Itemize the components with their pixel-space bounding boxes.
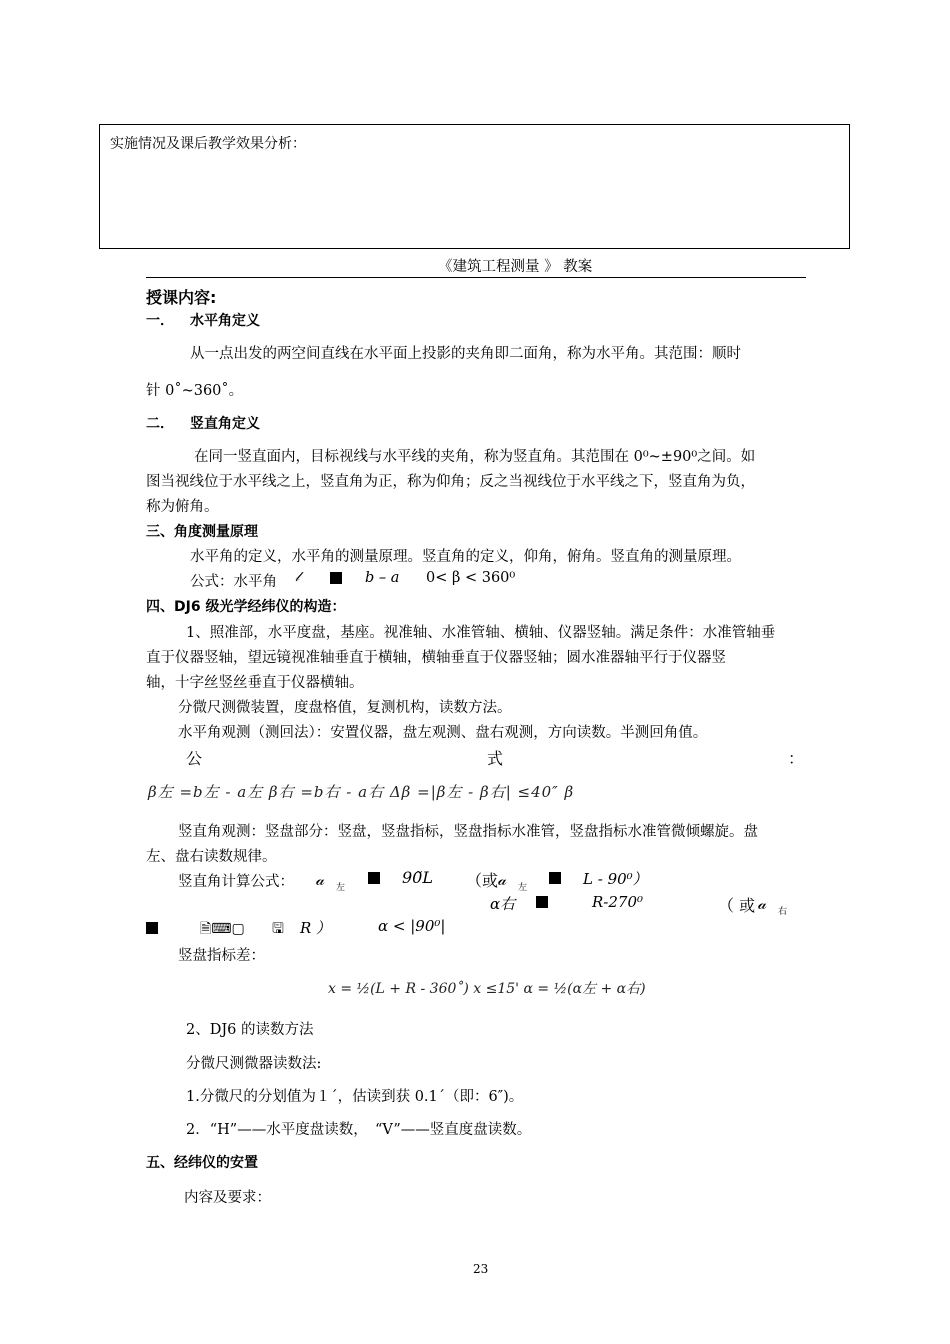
alpha-glyph-2: 𝒶 <box>498 870 507 889</box>
calc2-b: R-270⁰ <box>592 893 644 911</box>
s5-p1: 内容及要求： <box>184 1190 271 1206</box>
box-glyph-4 <box>536 896 548 908</box>
s4-p3: 轴，十字丝竖丝垂直于仪器横轴。 <box>146 675 364 691</box>
doc-title: 《建筑工程测量 》 教案 <box>438 259 593 275</box>
s2-p2: 图当视线位于水平线之上，竖直角为正，称为仰角；反之当视线位于水平线之下，竖直角为负， <box>146 474 755 490</box>
s2-p3: 称为俯角。 <box>146 499 219 515</box>
s1-title: 水平角定义 <box>190 313 260 329</box>
s3-formula-expr: b – a <box>365 570 400 586</box>
observation-formula: β左 =b左 - a左 β右 =b右 - a右 Δβ =|β左 - β右| ≤40″ β <box>148 783 575 801</box>
gs-left: 公 <box>186 749 203 768</box>
s2-num: 二． <box>146 416 174 432</box>
s4-p7: 左、盘右读数规律。 <box>146 849 277 865</box>
content-heading: 授课内容: <box>146 288 217 307</box>
calc3-alpha: α < |90⁰| <box>378 917 446 935</box>
s4-p9: 分微尺测微器读数法: <box>186 1056 322 1072</box>
box-glyph-3 <box>549 872 561 884</box>
s4-p1: 1、照准部，水平度盘，基座。视准轴、水准管轴、横轴、仪器竖轴。满足条件：水准管轴垂 <box>186 625 776 641</box>
calc2-a: α右 <box>490 895 516 913</box>
s2-p1: 在同一竖直面内，目标视线与水平线的夹角，称为竖直角。其范围在 0⁰~±90⁰之间。如 <box>194 449 756 465</box>
s3-p1: 水平角的定义，水平角的测量原理。竖直角的定义，仰角，俯角。竖直角的测量原理。 <box>190 549 741 565</box>
misc-glyphs: 🗎⌨▢ <box>200 921 245 937</box>
analysis-box <box>99 124 850 249</box>
box-glyph <box>330 572 342 584</box>
s4-p6: 竖直角观测：竖盘部分：竖盘，竖盘指标，竖盘指标水准管，竖盘指标水准管微倾螺旋。盘 <box>178 824 758 840</box>
title-rule <box>146 277 806 278</box>
s4-p10: 1.分微尺的分划值为１´，估读到获 0.1´（即：6″)。 <box>186 1089 524 1105</box>
page-number: 23 <box>473 1262 489 1276</box>
index-label: 竖盘指标差： <box>178 948 265 964</box>
calc-a: 左 <box>336 883 346 893</box>
calc3-r: R ） <box>300 919 332 937</box>
misc-glyph-2: 🖫 <box>272 921 284 937</box>
beta-glyph: 𝓁 <box>295 570 300 585</box>
s3-formula-label: 公式：水平角 <box>190 574 277 590</box>
s4-p4: 分微尺测微装置，度盘格值，复测机构，读数方法。 <box>178 700 512 716</box>
s5-title: 五、经纬仪的安置 <box>146 1155 258 1171</box>
s2-title: 竖直角定义 <box>190 416 260 432</box>
analysis-box-label: 实施情况及课后教学效果分析： <box>110 136 306 152</box>
box-glyph-2 <box>368 872 380 884</box>
s1-p1: 从一点出发的两空间直线在水平面上投影的夹角即二面角，称为水平角。其范围：顺时 <box>190 346 741 362</box>
s4-p5: 水平角观测（测回法）：安置仪器，盘左观测、盘右观测，方向读数。半测回角值。 <box>178 725 708 741</box>
gs-colon: ： <box>788 749 805 768</box>
calc-d: 左 <box>518 883 528 893</box>
s3-formula-range: 0< β < 360⁰ <box>426 570 516 586</box>
calc-b: 90̃L <box>402 868 433 887</box>
s4-p8: 2、DJ6 的读数方法 <box>186 1022 314 1038</box>
s4-p2: 直于仪器竖轴，望远镜视准轴垂直于横轴，横轴垂直于仪器竖轴；圆水准器轴平行于仪器竖 <box>146 650 726 666</box>
alpha-glyph-1: 𝒶 <box>316 870 325 889</box>
calc-label: 竖直角计算公式： <box>178 874 294 890</box>
box-glyph-5 <box>146 922 158 934</box>
s4-p11: 2．“H”——水平度盘读数， “V”——竖直度盘读数。 <box>186 1122 532 1138</box>
s4-title: 四、DJ6 级光学经纬仪的构造： <box>146 599 346 615</box>
s1-num: 一． <box>146 313 174 329</box>
s1-p2: 针 0˚~360˚。 <box>146 383 244 399</box>
index-formula: x = ½(L + R - 360˚) x ≤15' α = ½(α左 + α右) <box>328 981 646 997</box>
gs-mid: 式 <box>487 749 504 768</box>
calc2-c: （ 或 <box>718 896 756 915</box>
calc-c: （或 <box>466 871 499 890</box>
alpha-glyph-3: 𝒶 <box>758 894 767 913</box>
calc2-d: 右 <box>778 907 788 917</box>
calc-e: L - 90⁰） <box>583 870 648 888</box>
s3-title: 三、角度测量原理 <box>146 524 258 540</box>
